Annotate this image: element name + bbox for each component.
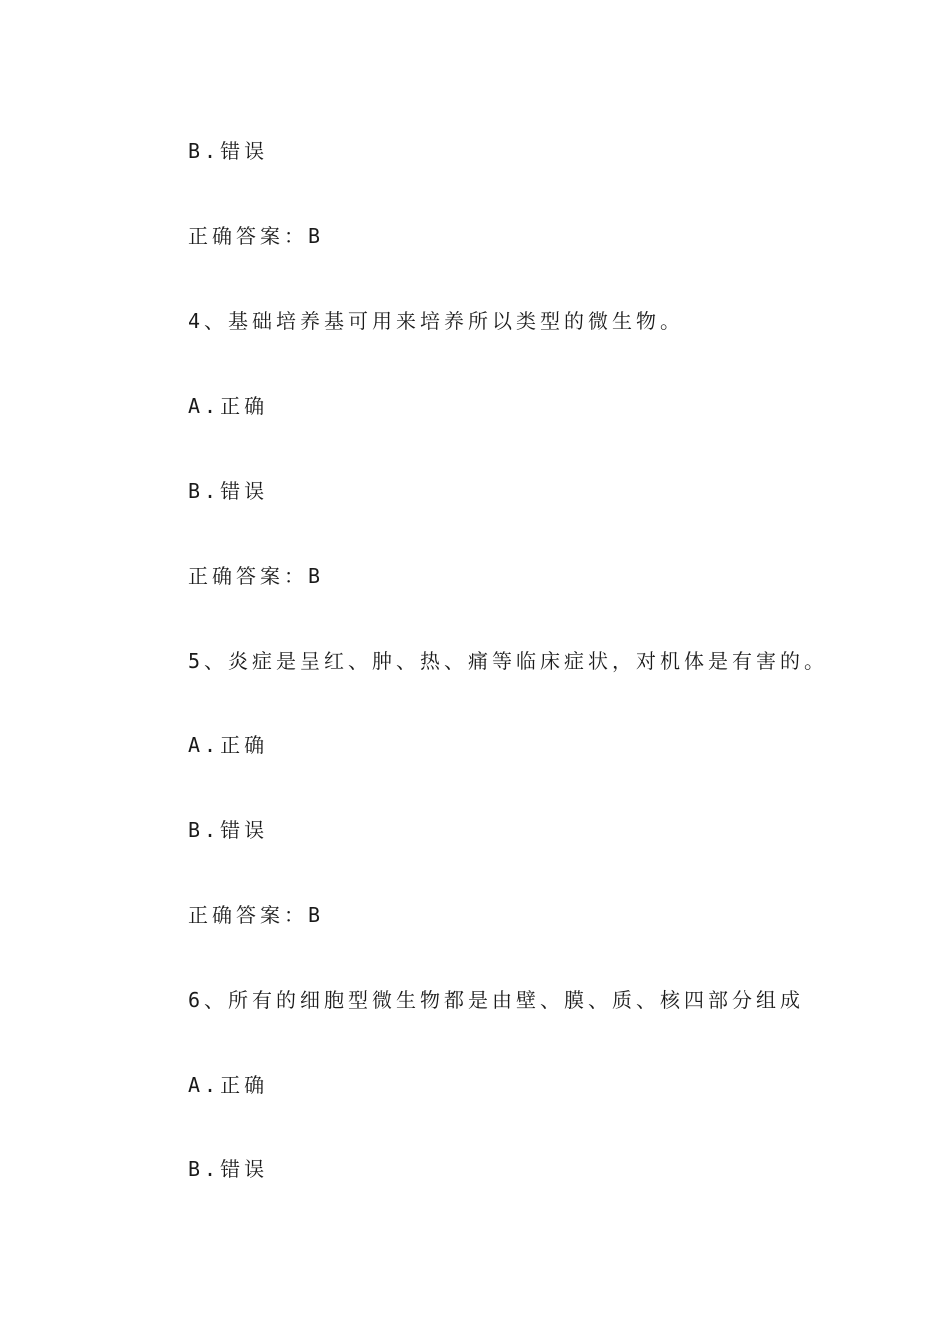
option-a: A.正确 (188, 733, 269, 757)
option-b: B.错误 (188, 1157, 269, 1181)
answer-line: 正确答案：B (188, 903, 325, 927)
answer-line: 正确答案：B (188, 224, 325, 248)
option-b: B.错误 (188, 818, 269, 842)
question-4: 4、基础培养基可用来培养所以类型的微生物。 (188, 309, 685, 333)
question-6: 6、所有的细胞型微生物都是由壁、膜、质、核四部分组成 (188, 988, 805, 1012)
answer-line: 正确答案：B (188, 564, 325, 588)
question-5: 5、炎症是呈红、肿、热、痛等临床症状，对机体是有害的。 (188, 649, 829, 673)
option-a: A.正确 (188, 394, 269, 418)
option-b: B.错误 (188, 479, 269, 503)
option-a: A.正确 (188, 1073, 269, 1097)
option-b: B.错误 (188, 139, 269, 163)
